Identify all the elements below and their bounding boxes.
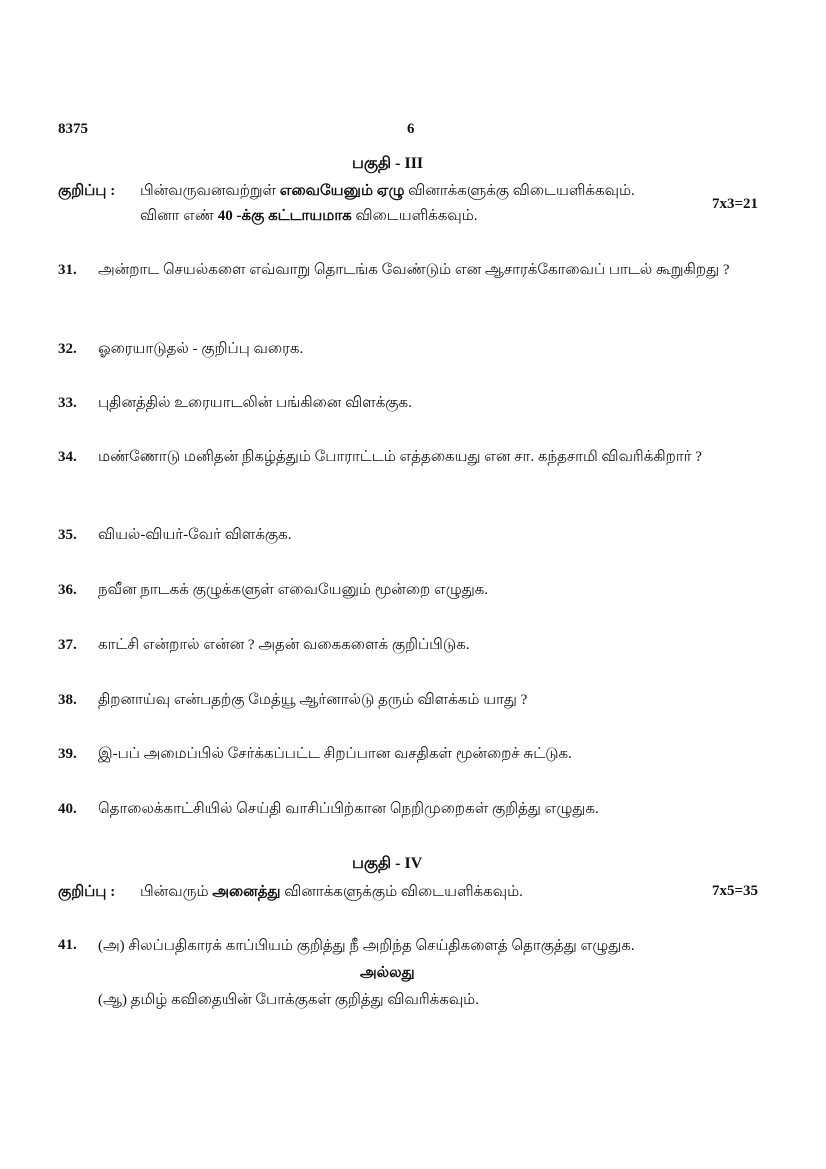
question-text: காட்சி என்றால் என்ன ? அதன் வகைகளைக் குறிப்பிடுக. [98,637,470,653]
question-text: மண்ணோடு மனிதன் நிகழ்த்தும் போராட்டம் எத்தகையது என சா. கந்தசாமி விவரிக்கிறார் ? [98,449,702,465]
section-3-note-line2 [140,207,478,226]
question-text: அன்றாட செயல்களை எவ்வாறு தொடங்க வேண்டும் என ஆசாரக்கோவைப் பாடல் கூறுகிறது ? [98,262,730,278]
section-3-note-line1 [140,182,635,201]
section-3-note-label: குறிப்பு : [58,183,116,199]
note-line2-post: விடையளிக்கவும். [351,208,478,224]
note-line1-bold: எவையேனும் ஏழு [279,183,405,199]
question-text: தொலைக்காட்சியில் செய்தி வாசிப்பிற்கான நெறிமுறைகள் குறித்து எழுதுக. [98,801,599,817]
section-3-marks: 7x3=21 [712,196,759,212]
note-line2-pre: வினா எண் [140,208,218,224]
question-text: திறனாய்வு என்பதற்கு மேத்யூ ஆர்னால்டு தரும் விளக்கம் யாது ? [98,692,528,708]
question-number: 32. [58,341,77,357]
question-number: 36. [58,582,77,598]
question-number: 31. [58,262,77,278]
section-4-marks: 7x5=35 [712,883,759,899]
note-post: வினாக்களுக்கும் விடையளிக்கவும். [280,884,523,900]
question-number: 35. [58,527,77,543]
note-line2-bold: 40 -க்கு கட்டாயமாக [217,208,352,224]
question-text: ஓரையாடுதல் - குறிப்பு வரைக. [98,341,304,357]
question-number: 34. [58,449,77,465]
section-4-note [140,883,523,902]
paper-code: 8375 [58,121,88,137]
note-bold: அனைத்து [212,884,281,900]
note-pre: பின்வரும் [140,884,213,900]
question-number: 39. [58,746,77,762]
question-text: புதினத்தில் உரையாடலின் பங்கினை விளக்குக. [98,395,412,411]
question-number: 41. [58,937,77,953]
page-number: 6 [407,121,415,137]
or-separator: அல்லது [360,965,415,981]
note-line1-pre: பின்வருவனவற்றுள் [140,183,280,199]
question-text: நவீன நாடகக் குழுக்களுள் எவையேனும் மூன்றை எழுதுக. [98,582,489,598]
question-41-option-b: (ஆ) தமிழ் கவிதையின் போக்குகள் குறித்து விவரிக்கவும். [98,992,480,1008]
question-text: இ-பப் அமைப்பில் சேர்க்கப்பட்ட சிறப்பான வசதிகள் மூன்றைச் சுட்டுக. [98,746,572,762]
question-41-option-a: (அ) சிலப்பதிகாரக் காப்பியம் குறித்து நீ அறிந்த செய்திகளைத் தொகுத்து எழுதுக. [98,938,635,954]
question-number: 38. [58,692,77,708]
question-number: 33. [58,395,77,411]
question-text: வியல்-வியர்-வேர் விளக்குக. [98,527,292,543]
question-number: 40. [58,801,77,817]
note-line1-post: வினாக்களுக்கு விடையளிக்கவும். [404,183,635,199]
section-4-title: பகுதி - IV [352,855,423,872]
question-number: 37. [58,637,77,653]
section-4-note-label: குறிப்பு : [58,884,116,900]
section-3-title: பகுதி - III [352,155,424,172]
